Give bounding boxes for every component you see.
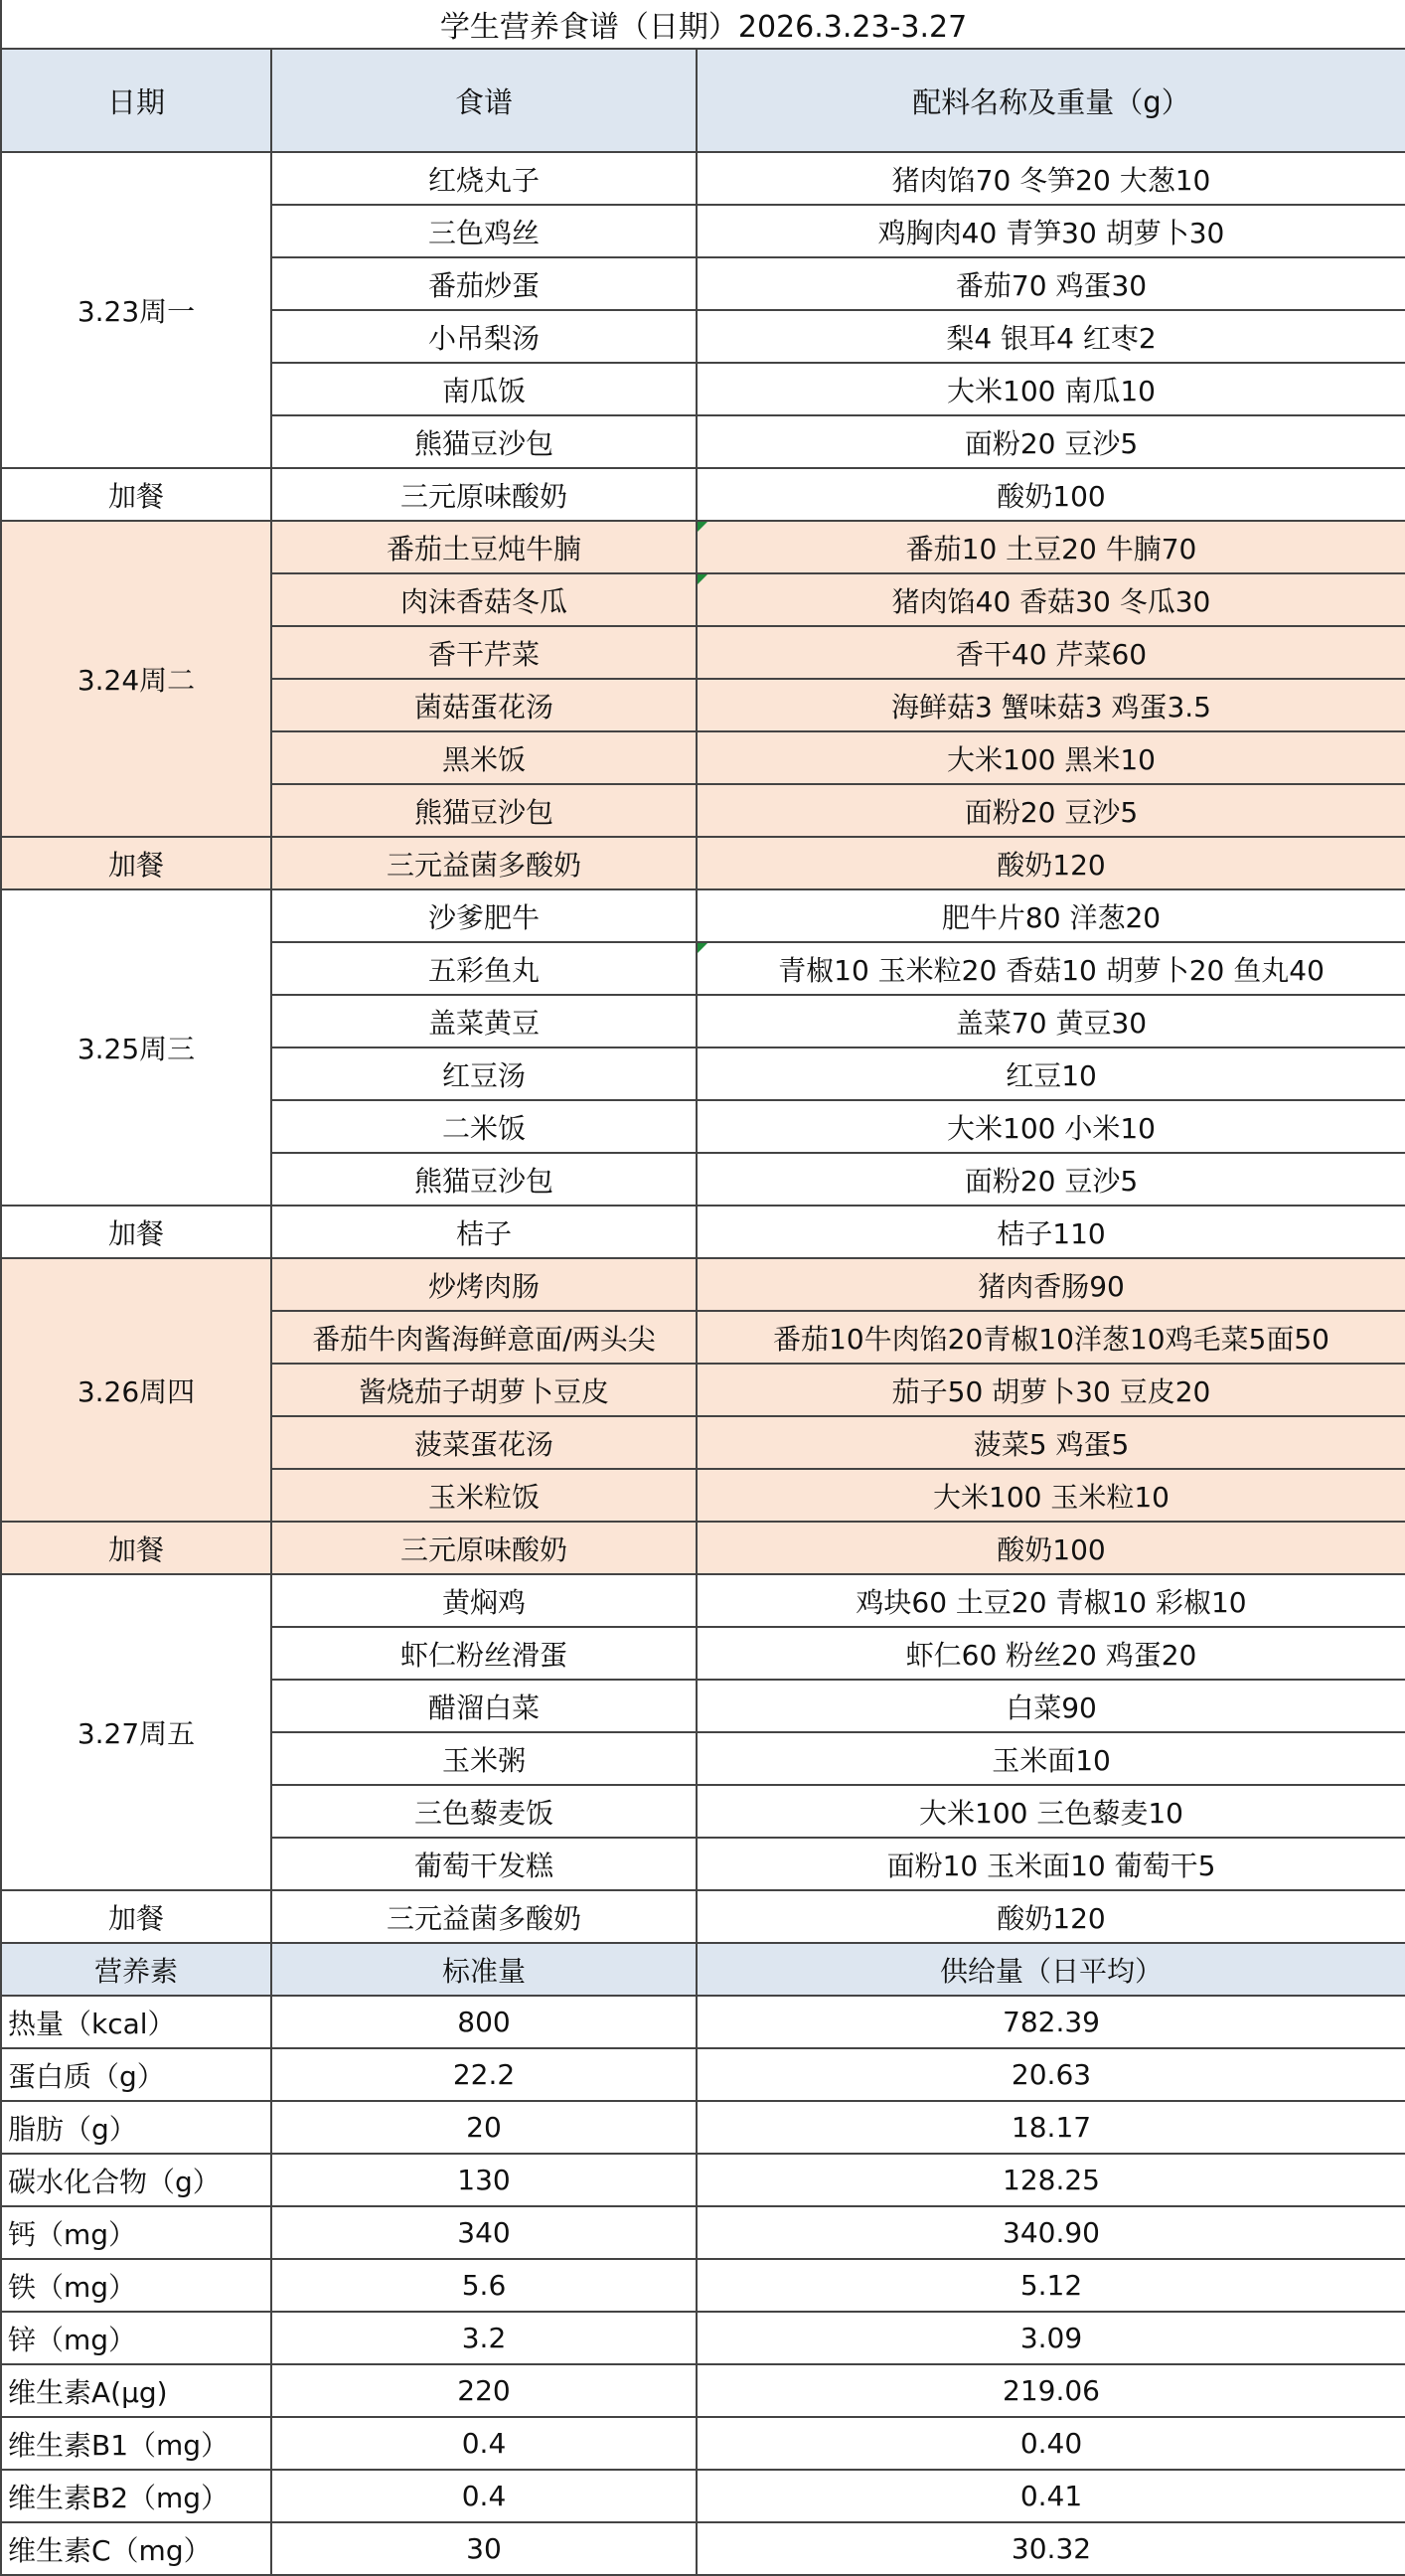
nutrition-header-row xyxy=(1,1943,1405,1996)
snack-row xyxy=(1,837,1405,889)
snack-row xyxy=(1,1206,1405,1258)
nutrient-standard: 220 xyxy=(271,2364,697,2417)
dish-ingredients: 红豆10 xyxy=(697,1047,1405,1100)
table-title: 学生营养食谱（日期）2026.3.23-3.27 xyxy=(1,0,1405,49)
dish-name: 虾仁粉丝滑蛋 xyxy=(271,1627,697,1680)
snack-dish: 三元益菌多酸奶 xyxy=(271,837,697,889)
dish-name: 玉米粥 xyxy=(271,1732,697,1785)
dish-ingredients: 大米100 黑米10 xyxy=(697,731,1405,784)
snack-ingredients: 桔子110 xyxy=(697,1206,1405,1258)
nutrient-name: 热量（kcal） xyxy=(1,1996,271,2048)
dish-name: 菠菜蛋花汤 xyxy=(271,1416,697,1469)
nutrient-standard: 5.6 xyxy=(271,2259,697,2312)
snack-row xyxy=(1,468,1405,521)
nutrition-row xyxy=(1,2470,1405,2522)
nutrient-standard: 0.4 xyxy=(271,2470,697,2522)
nutrient-name: 维生素B1（mg） xyxy=(1,2417,271,2470)
dish-ingredients: 大米100 三色藜麦10 xyxy=(697,1785,1405,1838)
nutrient-supply: 340.90 xyxy=(697,2206,1405,2259)
dish-ingredients: 白菜90 xyxy=(697,1680,1405,1732)
snack-row xyxy=(1,1522,1405,1574)
snack-ingredients: 酸奶120 xyxy=(697,1890,1405,1943)
dish-ingredients: 大米100 小米10 xyxy=(697,1100,1405,1153)
dish-name: 葡萄干发糕 xyxy=(271,1838,697,1890)
snack-dish: 三元原味酸奶 xyxy=(271,468,697,521)
dish-name: 炒烤肉肠 xyxy=(271,1258,697,1311)
nutrition-header-nutrient: 营养素 xyxy=(1,1943,271,1996)
dish-name: 二米饭 xyxy=(271,1100,697,1153)
snack-row xyxy=(1,1890,1405,1943)
nutrient-name: 脂肪（g） xyxy=(1,2101,271,2154)
menu-row xyxy=(1,152,1405,205)
dish-name: 盖菜黄豆 xyxy=(271,995,697,1047)
nutrient-supply: 782.39 xyxy=(697,1996,1405,2048)
dish-name: 沙爹肥牛 xyxy=(271,889,697,942)
dish-ingredients: 海鲜菇3 蟹味菇3 鸡蛋3.5 xyxy=(697,679,1405,731)
nutrient-name: 维生素C（mg） xyxy=(1,2522,271,2575)
dish-ingredients: 青椒10 玉米粒20 香菇10 胡萝卜20 鱼丸40 xyxy=(697,942,1405,995)
dish-name: 小吊梨汤 xyxy=(271,310,697,363)
dish-ingredients: 猪肉馅70 冬笋20 大葱10 xyxy=(697,152,1405,205)
nutrient-standard: 30 xyxy=(271,2522,697,2575)
nutrition-row xyxy=(1,2048,1405,2101)
nutrient-standard: 0.4 xyxy=(271,2417,697,2470)
dish-ingredients: 番茄10 土豆20 牛腩70 xyxy=(697,521,1405,573)
dish-ingredients: 面粉10 玉米面10 葡萄干5 xyxy=(697,1838,1405,1890)
snack-label: 加餐 xyxy=(1,468,271,521)
dish-name: 熊猫豆沙包 xyxy=(271,784,697,837)
nutrition-header-supply: 供给量（日平均） xyxy=(697,1943,1405,1996)
dish-name: 五彩鱼丸 xyxy=(271,942,697,995)
nutrient-supply: 20.63 xyxy=(697,2048,1405,2101)
dish-ingredients: 大米100 南瓜10 xyxy=(697,363,1405,415)
snack-ingredients: 酸奶100 xyxy=(697,1522,1405,1574)
day-date: 3.23周一 xyxy=(1,152,271,468)
dish-ingredients: 盖菜70 黄豆30 xyxy=(697,995,1405,1047)
dish-ingredients: 番茄10牛肉馅20青椒10洋葱10鸡毛菜5面50 xyxy=(697,1311,1405,1364)
nutrient-supply: 0.40 xyxy=(697,2417,1405,2470)
dish-ingredients: 虾仁60 粉丝20 鸡蛋20 xyxy=(697,1627,1405,1680)
dish-ingredients: 番茄70 鸡蛋30 xyxy=(697,257,1405,310)
nutrient-standard: 22.2 xyxy=(271,2048,697,2101)
nutrition-row xyxy=(1,2101,1405,2154)
nutrition-row xyxy=(1,2259,1405,2312)
menu-row xyxy=(1,1574,1405,1627)
nutrition-row xyxy=(1,2364,1405,2417)
dish-name: 香干芹菜 xyxy=(271,626,697,679)
dish-ingredients: 面粉20 豆沙5 xyxy=(697,415,1405,468)
menu-row xyxy=(1,889,1405,942)
dish-ingredients: 猪肉香肠90 xyxy=(697,1258,1405,1311)
dish-ingredients: 猪肉馅40 香菇30 冬瓜30 xyxy=(697,573,1405,626)
snack-label: 加餐 xyxy=(1,1206,271,1258)
nutrient-name: 维生素B2（mg） xyxy=(1,2470,271,2522)
dish-name: 肉沫香菇冬瓜 xyxy=(271,573,697,626)
nutrition-row xyxy=(1,2206,1405,2259)
day-date: 3.24周二 xyxy=(1,521,271,837)
day-date: 3.25周三 xyxy=(1,889,271,1206)
dish-ingredients: 鸡块60 土豆20 青椒10 彩椒10 xyxy=(697,1574,1405,1627)
title-row xyxy=(1,0,1405,49)
snack-label: 加餐 xyxy=(1,1522,271,1574)
header-ingredients: 配料名称及重量（g） xyxy=(697,49,1405,152)
dish-name: 南瓜饭 xyxy=(271,363,697,415)
nutrient-supply: 3.09 xyxy=(697,2312,1405,2364)
nutrient-standard: 340 xyxy=(271,2206,697,2259)
nutrition-header-standard: 标准量 xyxy=(271,1943,697,1996)
dish-name: 黄焖鸡 xyxy=(271,1574,697,1627)
nutrient-standard: 130 xyxy=(271,2154,697,2206)
nutrient-standard: 20 xyxy=(271,2101,697,2154)
snack-dish: 三元原味酸奶 xyxy=(271,1522,697,1574)
snack-dish: 三元益菌多酸奶 xyxy=(271,1890,697,1943)
nutrient-supply: 18.17 xyxy=(697,2101,1405,2154)
dish-name: 番茄炒蛋 xyxy=(271,257,697,310)
nutrient-supply: 5.12 xyxy=(697,2259,1405,2312)
snack-ingredients: 酸奶100 xyxy=(697,468,1405,521)
nutrient-supply: 30.32 xyxy=(697,2522,1405,2575)
nutrient-supply: 128.25 xyxy=(697,2154,1405,2206)
dish-name: 熊猫豆沙包 xyxy=(271,1153,697,1206)
nutrient-name: 碳水化合物（g） xyxy=(1,2154,271,2206)
header-row xyxy=(1,49,1405,152)
day-date: 3.27周五 xyxy=(1,1574,271,1890)
dish-ingredients: 面粉20 豆沙5 xyxy=(697,1153,1405,1206)
nutrient-standard: 800 xyxy=(271,1996,697,2048)
nutrient-standard: 3.2 xyxy=(271,2312,697,2364)
dish-name: 菌菇蛋花汤 xyxy=(271,679,697,731)
nutrient-supply: 0.41 xyxy=(697,2470,1405,2522)
menu-row xyxy=(1,521,1405,573)
dish-ingredients: 大米100 玉米粒10 xyxy=(697,1469,1405,1522)
nutrition-row xyxy=(1,2522,1405,2575)
header-date: 日期 xyxy=(1,49,271,152)
snack-dish: 桔子 xyxy=(271,1206,697,1258)
dish-ingredients: 肥牛片80 洋葱20 xyxy=(697,889,1405,942)
nutrient-name: 钙（mg） xyxy=(1,2206,271,2259)
nutrient-name: 铁（mg） xyxy=(1,2259,271,2312)
dish-ingredients: 梨4 银耳4 红枣2 xyxy=(697,310,1405,363)
header-menu: 食谱 xyxy=(271,49,697,152)
dish-ingredients: 鸡胸肉40 青笋30 胡萝卜30 xyxy=(697,205,1405,257)
dish-name: 红烧丸子 xyxy=(271,152,697,205)
snack-label: 加餐 xyxy=(1,1890,271,1943)
menu-row xyxy=(1,1258,1405,1311)
nutrition-row xyxy=(1,2312,1405,2364)
dish-name: 三色藜麦饭 xyxy=(271,1785,697,1838)
dish-ingredients: 茄子50 胡萝卜30 豆皮20 xyxy=(697,1364,1405,1416)
dish-name: 番茄牛肉酱海鲜意面/两头尖 xyxy=(271,1311,697,1364)
nutrient-supply: 219.06 xyxy=(697,2364,1405,2417)
dish-name: 熊猫豆沙包 xyxy=(271,415,697,468)
nutrition-row xyxy=(1,2154,1405,2206)
dish-ingredients: 香干40 芹菜60 xyxy=(697,626,1405,679)
dish-ingredients: 面粉20 豆沙5 xyxy=(697,784,1405,837)
dish-name: 醋溜白菜 xyxy=(271,1680,697,1732)
dish-ingredients: 菠菜5 鸡蛋5 xyxy=(697,1416,1405,1469)
menu-table-body xyxy=(1,0,1405,2575)
dish-name: 番茄土豆炖牛腩 xyxy=(271,521,697,573)
nutrient-name: 锌（mg） xyxy=(1,2312,271,2364)
nutrient-name: 蛋白质（g） xyxy=(1,2048,271,2101)
dish-name: 三色鸡丝 xyxy=(271,205,697,257)
nutrient-name: 维生素A(μg) xyxy=(1,2364,271,2417)
dish-ingredients: 玉米面10 xyxy=(697,1732,1405,1785)
nutrition-row xyxy=(1,2417,1405,2470)
snack-ingredients: 酸奶120 xyxy=(697,837,1405,889)
nutrition-row xyxy=(1,1996,1405,2048)
dish-name: 酱烧茄子胡萝卜豆皮 xyxy=(271,1364,697,1416)
dish-name: 红豆汤 xyxy=(271,1047,697,1100)
dish-name: 黑米饭 xyxy=(271,731,697,784)
dish-name: 玉米粒饭 xyxy=(271,1469,697,1522)
snack-label: 加餐 xyxy=(1,837,271,889)
day-date: 3.26周四 xyxy=(1,1258,271,1522)
